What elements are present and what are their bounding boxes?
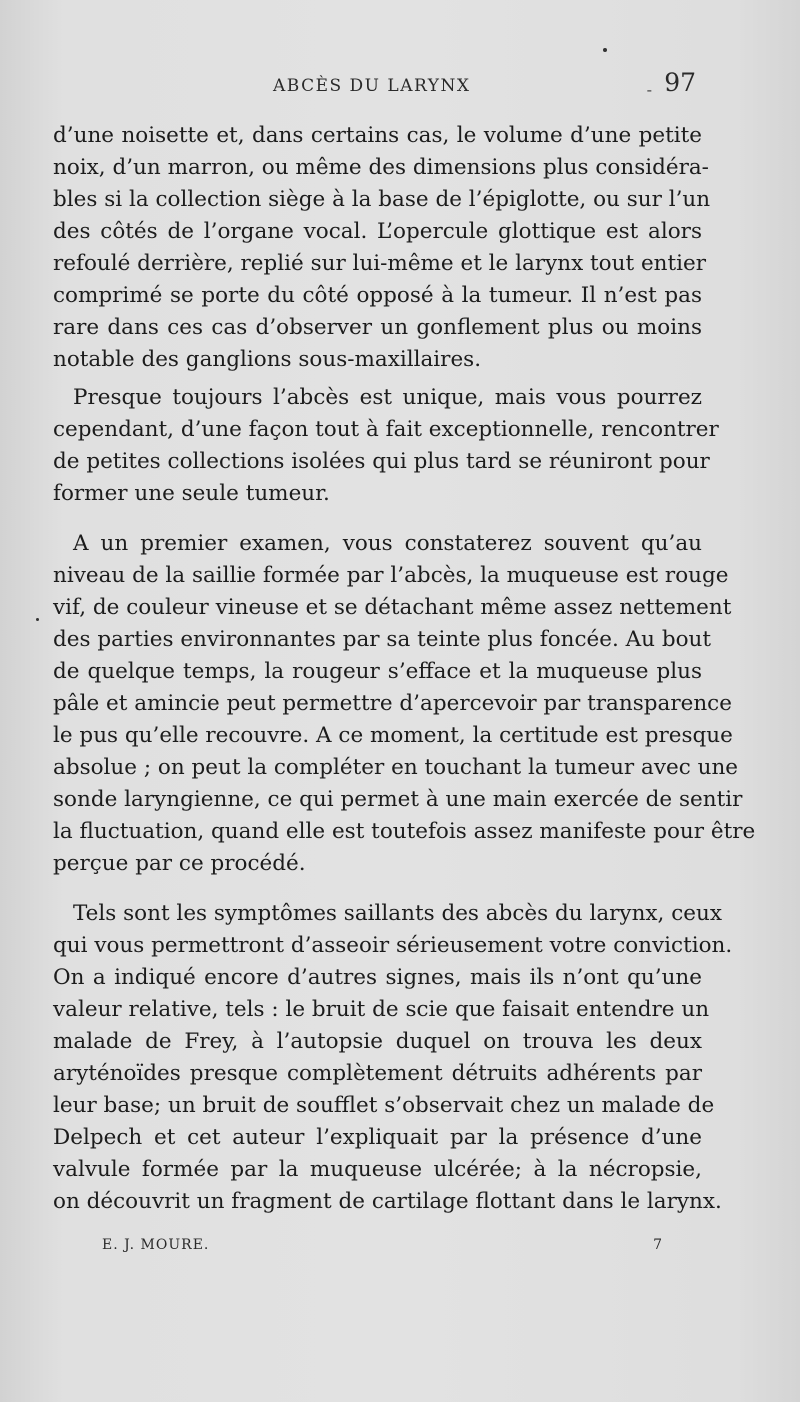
text-line: de petites collections isolées qui plus tard se réuniront pour xyxy=(53,449,710,474)
text-line: sonde laryngienne, ce qui permet à une main exercée de sentir xyxy=(53,787,743,812)
text-line: de quelque temps, la rougeur s’efface et la muqueuse plus xyxy=(53,659,702,684)
text-line: A un premier examen, vous constaterez souvent qu’au xyxy=(73,531,702,556)
paragraph-gap xyxy=(53,510,702,528)
running-head: ABCÈS DU LARYNX xyxy=(273,76,471,96)
text-line: qui vous permettront d’asseoir sérieusement votre conviction. xyxy=(53,933,733,958)
signature-mark: 7 xyxy=(653,1237,662,1253)
text-line: refoulé derrière, replié sur lui-même et le larynx tout entier xyxy=(53,251,707,276)
text-line: aryténoïdes presque complètement détruits adhérents par xyxy=(53,1061,702,1086)
ink-speck xyxy=(603,48,607,52)
page-number: 97 xyxy=(664,68,696,97)
text-line: perçue par ce procédé. xyxy=(53,851,306,876)
paragraph xyxy=(53,898,733,1218)
text-line: valeur relative, tels : le bruit de scie que faisait entendre un xyxy=(53,997,710,1022)
text-line: la fluctuation, quand elle est toutefois assez manifeste pour être xyxy=(53,819,756,844)
paragraph xyxy=(53,120,711,376)
paragraph xyxy=(53,382,719,510)
text-line: malade de Frey, à l’autopsie duquel on trouva les deux xyxy=(53,1029,702,1054)
text-line: des côtés de l’organe vocal. L’opercule glottique est alors xyxy=(53,219,702,244)
text-line: absolue ; on peut la compléter en touchant la tumeur avec une xyxy=(53,755,739,780)
ink-speck xyxy=(36,618,39,621)
page-header xyxy=(56,68,696,104)
text-line: bles si la collection siège à la base de l’épiglotte, ou sur l’un xyxy=(53,187,711,212)
text-line: leur base; un bruit de soufflet s’observait chez un malade de xyxy=(53,1093,715,1118)
text-line: valvule formée par la muqueuse ulcérée; à la nécropsie, xyxy=(53,1157,702,1182)
text-line: noix, d’un marron, ou même des dimensions plus considéra- xyxy=(53,155,709,180)
text-line: rare dans ces cas d’observer un gonflement plus ou moins xyxy=(53,315,702,340)
text-line: on découvrit un fragment de cartilage flottant dans le larynx. xyxy=(53,1189,722,1214)
text-line: Delpech et cet auteur l’expliquait par la présence d’une xyxy=(53,1125,702,1150)
text-line: vif, de couleur vineuse et se détachant même assez nettement xyxy=(53,595,732,620)
paragraph xyxy=(53,528,756,880)
text-line: le pus qu’elle recouvre. A ce moment, la certitude est presque xyxy=(53,723,733,748)
text-line: On a indiqué encore d’autres signes, mais ils n’ont qu’une xyxy=(53,965,702,990)
body-text xyxy=(53,120,756,1218)
text-line: comprimé se porte du côté opposé à la tumeur. Il n’est pas xyxy=(53,283,702,308)
text-line: notable des ganglions sous-maxillaires. xyxy=(53,347,482,372)
text-line: cependant, d’une façon tout à fait exceptionnelle, rencontrer xyxy=(53,417,719,442)
page-footer xyxy=(102,1237,662,1261)
text-line: d’une noisette et, dans certains cas, le volume d’une petite xyxy=(53,123,702,148)
text-line: niveau de la saillie formée par l’abcès, la muqueuse est rouge xyxy=(53,563,729,588)
signature: E. J. MOURE. xyxy=(102,1237,210,1253)
text-line: pâle et amincie peut permettre d’apercevoir par transparence xyxy=(53,691,732,716)
page-number-dash: - xyxy=(646,80,652,99)
text-line: Presque toujours l’abcès est unique, mais vous pourrez xyxy=(73,385,702,410)
text-line: Tels sont les symptômes saillants des abcès du larynx, ceux xyxy=(73,901,722,926)
paragraph-gap xyxy=(53,880,702,898)
text-line: former une seule tumeur. xyxy=(53,481,330,506)
text-line: des parties environnantes par sa teinte plus foncée. Au bout xyxy=(53,627,712,652)
